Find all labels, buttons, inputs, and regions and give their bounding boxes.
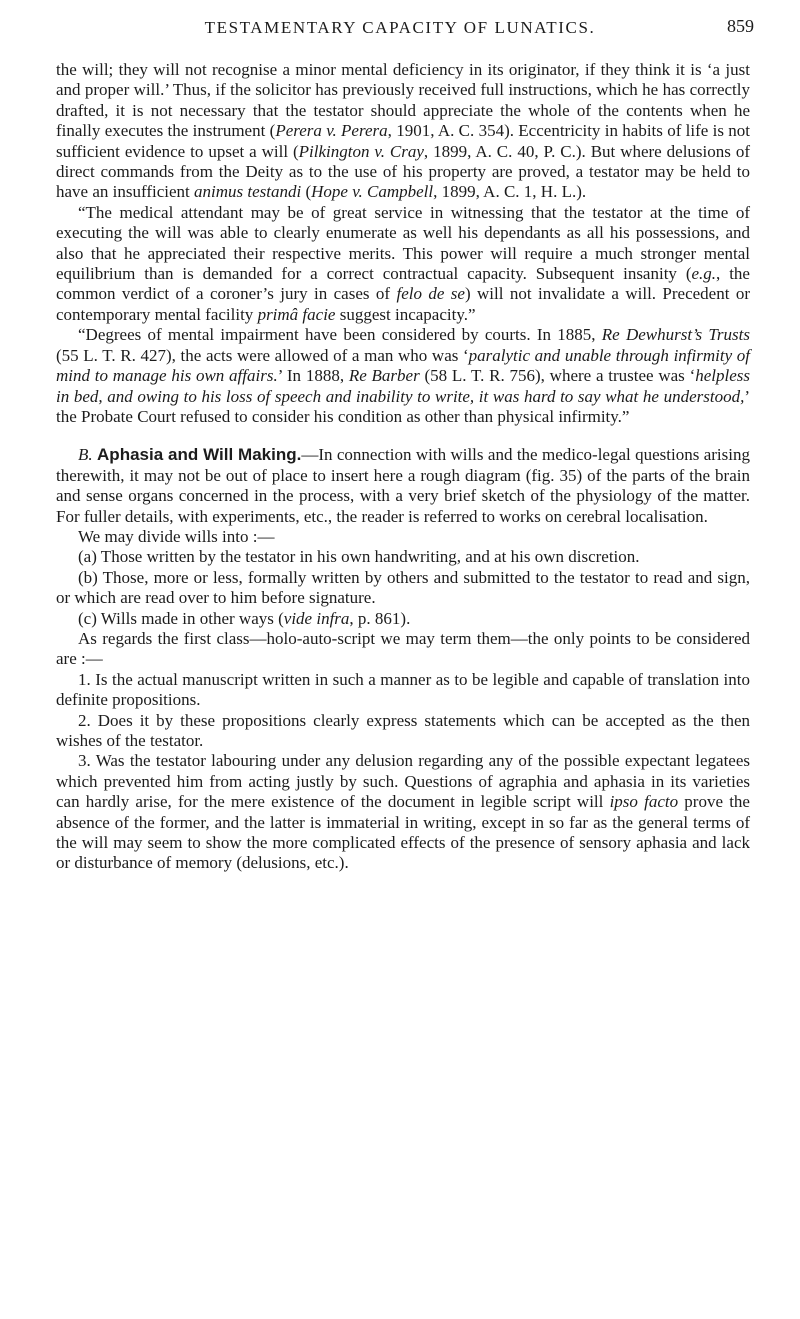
text-run: , p. 861). (349, 608, 411, 628)
text-run: ) will not invalidate a will. Precedent or contemporary mental facility (56, 284, 751, 324)
text-run: the will; they will not recognise a minor mental deficiency in its originator, if they think it is ‘a just and proper will.’ Thus, if the solicitor has previously received full instructions, which he has correctly drafted, it is not necessary that the testator should appreciate the whole of the contents when he finally executes the instrument ( (56, 60, 750, 141)
text-run: ’ In 1888, (277, 366, 349, 386)
text-run: , 1901, A. C. 354). Eccentricity in habits of life is not sufficient evidence to upset a will ( (56, 121, 751, 161)
case-citation: Hope v. Campbell (311, 182, 434, 202)
text-run: suggest incapacity.” (335, 304, 476, 324)
section-letter: B. (78, 445, 93, 465)
case-citation: Re Barber (348, 366, 420, 386)
list-item: (b) Those, more or less, formally written by others and submitted to the testator to read and sign, or which are read over to him before signature. (56, 567, 750, 608)
latin-term: ipso facto (609, 792, 679, 812)
quotation: paralytic and unable through infirmity of mind to manage his own affairs. (56, 345, 750, 386)
quotation: helpless in bed, and owing to his loss of speech and inability to write, it was hard to say what he understood, (56, 366, 751, 406)
text-run: (c) Wills made in other ways ( (78, 608, 284, 628)
text-run: prove the absence of the former, and the latter is immaterial in writing, except in so far as the general terms of the will may seem to show the more complicated effects of the presence of sensory aphasia and lack or disturbance of memory (delusions, etc.). (56, 792, 750, 873)
case-citation: Pilkington v. Cray (298, 141, 424, 161)
latin-term: primâ facie (257, 304, 336, 324)
text-run: In connection with wills and the medico-legal questions arising therewith, it may not be out of place to insert here a rough diagram (fig. 35) of the parts of the brain and sense organs concerned in the process, with a very brief sketch of the physiology of the matter. For fuller details, with experiments, etc., the reader is referred to works on cerebral localisation. (56, 445, 750, 526)
section-b-paragraph: As regards the first class—holo-auto-script we may term them—the only points to be considered are :— (56, 628, 750, 669)
list-item: (a) Those written by the testator in his own handwriting, and at his own discretion. (78, 547, 640, 567)
running-head: TESTAMENTARY CAPACITY OF LUNATICS. (204, 18, 596, 37)
text-run: (55 L. T. R. 427), the acts were allowed of a man who was ‘ (56, 345, 469, 365)
section-gap (56, 427, 750, 445)
text-run: “Degrees of mental impairment have been considered by courts. In 1885, (78, 325, 602, 345)
section-heading: Aphasia and Will Making. (97, 445, 302, 465)
latin-term: felo de se (396, 284, 465, 304)
text-run: , the common verdict of a coroner’s jury in cases of (56, 264, 750, 304)
case-citation: Re Dewhurst’s Trusts (601, 325, 750, 345)
page-number: 859 (727, 16, 754, 36)
intro-paragraph-1 (56, 60, 750, 203)
text-run: — (301, 445, 319, 465)
text-run: ( (301, 182, 312, 202)
body-text (56, 60, 750, 874)
list-item (56, 609, 750, 629)
numbered-point: 2. Does it by these propositions clearly express statements which can be accepted as the then wishes of the testator. (56, 710, 750, 750)
text-run: 3. Was the testator labouring under any delusion regarding any of the possible expectant legatees which prevented him from acting justly by such. Questions of agraphia and aphasia in its varieties can hardly arise, for the mere existence of the document in legible script will (56, 751, 750, 812)
latin-term: e.g. (691, 264, 717, 284)
text-run: , 1899, A. C. 40, P. C.). But where delusions of direct commands from the Deity as to the use of his property are proved, a testator may be held to have an insufficient (56, 141, 750, 202)
section-b-intro (56, 445, 750, 527)
latin-term: vide infra (283, 608, 350, 628)
text-run: ’ the Probate Court refused to consider his condition as other than physical infirmity.” (56, 386, 750, 426)
case-citation: Perera v. Perera (275, 121, 388, 141)
text-run: , 1899, A. C. 1, H. L.). (433, 182, 587, 202)
numbered-point (56, 751, 750, 873)
intro-paragraph-2 (56, 203, 750, 325)
text-run: (58 L. T. R. 756), where a trustee was ‘ (419, 366, 696, 386)
text-run: “The medical attendant may be of great service in witnessing that the testator at the time of executing the will was able to clearly enumerate as well his dependants as all his possessions, and also that he appreciated their respective merits. This power will require a much stronger mental equilibrium than is demanded for a correct contractual capacity. Subsequent insanity ( (56, 202, 750, 284)
section-b-paragraph: We may divide wills into :— (78, 526, 275, 546)
latin-term: animus testandi (194, 182, 302, 202)
intro-paragraph-3 (56, 325, 750, 427)
numbered-point: 1. Is the actual manuscript written in such a manner as to be legible and capable of translation into definite propositions. (56, 669, 750, 710)
